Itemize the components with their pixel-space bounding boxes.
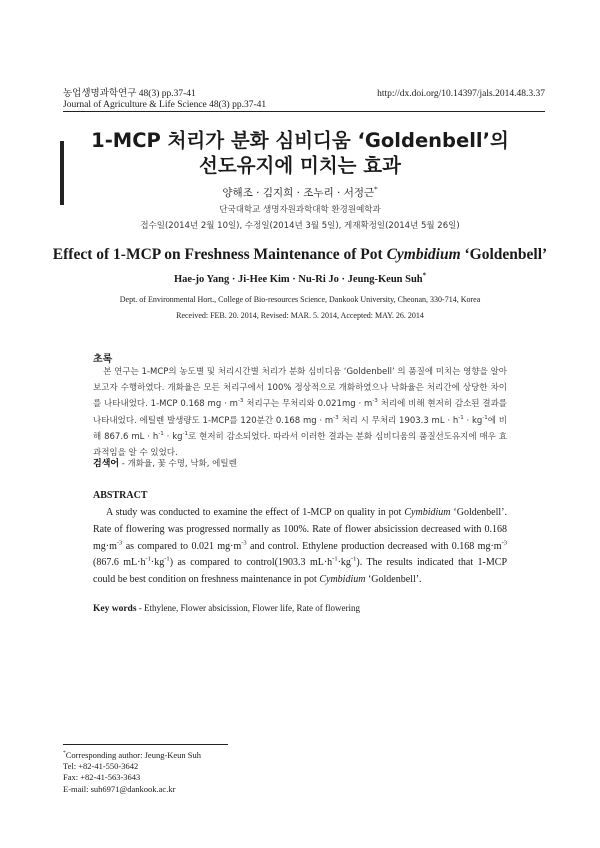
title-en bbox=[40, 245, 560, 265]
keywords-en bbox=[93, 603, 360, 614]
keywords-kr bbox=[93, 456, 237, 469]
keywords-en-text: - Ethylene, Flower absicission, Flower life, Rate of flowering bbox=[136, 603, 360, 613]
authors-en-names: Hae-jo Yang · Ji-Hee Kim · Nu-Ri Jo · Jeung-Keun Suh bbox=[173, 274, 423, 285]
abs-en-sup: -3 bbox=[116, 539, 123, 547]
abs-en-sup: -3 bbox=[501, 539, 507, 547]
title-en-part1: Effect of 1-MCP on Freshness Maintenance of Pot bbox=[52, 246, 383, 263]
authors-en bbox=[40, 274, 560, 285]
abs-en-text: as compared to 0.021 mg·m bbox=[122, 540, 242, 552]
journal-kr: 농업생명과학연구 48(3) pp.37-41 bbox=[63, 89, 196, 99]
abs-kr-sup: -1 bbox=[458, 414, 464, 421]
abs-en-sup: -1 bbox=[164, 556, 170, 564]
abs-en-text: ‘Goldenbell’. Rate of flowering was progressed normally as 100%. Rate of flower absicission decreased with 0.168 mg·m bbox=[93, 507, 508, 552]
footnote-email[interactable]: E-mail: suh6971@dankook.ac.kr bbox=[63, 783, 176, 794]
dates-kr: 접수일(2014년 2월 10일), 수정일(2014년 3월 5일), 게재확정일(2014년 5월 26일) bbox=[140, 221, 460, 231]
abs-kr-text: · kg bbox=[163, 431, 183, 442]
abs-en-italic: Cymbidium bbox=[404, 507, 451, 518]
abs-kr-text: 본 연구는 1-MCP의 농도별 및 처리시간별 처리가 분화 심비디움 ‘Goldenbell’ 의 품질에 미치는 영향을 알아보고자 수행하였다. 개화율은 모든 처리구에서 100% 정상적으로 개화하였으나 낙화율은 처리간에 상당한 차이를 나타내었다. 1-MCP 0.168 mg · m bbox=[93, 367, 507, 410]
title-kr-line2: 선도유지에 미치는 효과 bbox=[199, 154, 401, 177]
abstract-en-heading: ABSTRACT bbox=[93, 490, 148, 501]
dates-en: Received: FEB. 20. 2014, Revised: MAR. 5. 2014, Accepted: MAY. 26. 2014 bbox=[176, 311, 424, 320]
abs-en-sup: -1 bbox=[350, 556, 357, 564]
abs-en-text: ) as compared to control(1903.3 mL·h bbox=[169, 557, 333, 569]
title-en-part2: ‘Goldenbell’ bbox=[464, 246, 548, 263]
affiliation-en: Dept. of Environmental Hort., College of Bio-resources Science, Dankook University, Cheonan, 330-714, Korea bbox=[119, 295, 481, 304]
abs-kr-text: 에 비해 867.6 mL · h bbox=[93, 415, 507, 442]
abs-en-text: A study was conducted to examine the effect of 1-MCP on quality in pot bbox=[106, 507, 405, 518]
abs-kr-text: 로 현저히 감소되었다. 따라서 이러한 결과는 분화 심비디움의 품질선도유지에 매우 효과적임을 알 수 있었다. bbox=[93, 431, 507, 459]
footnote-mark: * bbox=[63, 750, 66, 757]
corresponding-mark-en: * bbox=[422, 272, 427, 280]
footnote-author-line bbox=[63, 750, 201, 761]
abs-kr-text: 처리구는 무처리와 0.021mg · m bbox=[243, 399, 373, 410]
abs-en-text: (867.6 mL·h bbox=[93, 557, 146, 569]
abs-en-italic: Cymbidium bbox=[319, 574, 366, 586]
abs-en-text: ). The results indicated that 1-MCP could be best condition on freshness maintenance in pot bbox=[93, 557, 508, 586]
abs-en-text: ‘Goldenbell’. bbox=[365, 574, 422, 586]
abs-kr-sup: -3 bbox=[237, 398, 244, 405]
abs-en-text: and control. Ethylene production decreased with 0.168 mg·m bbox=[246, 540, 502, 552]
footnote-tel: Tel: +82-41-550-3642 bbox=[63, 761, 139, 772]
footnote-author: Corresponding author: Jeung-Keun Suh bbox=[65, 750, 202, 760]
affiliation-kr: 단국대학교 생명자원과학대학 환경원예학과 bbox=[219, 205, 381, 215]
keywords-kr-text: - 개화율, 꽃 수명, 낙화, 에틸렌 bbox=[119, 459, 237, 469]
abs-kr-text: · kg bbox=[463, 415, 483, 426]
abs-en-text: ·kg bbox=[150, 557, 165, 569]
title-kr-line1: 1-MCP 처리가 분화 심비디움 ‘Goldenbell’의 bbox=[91, 129, 509, 152]
abstract-kr-heading: 초록 bbox=[93, 354, 113, 365]
abs-en-sup: -3 bbox=[241, 539, 247, 547]
abs-en-sup: -1 bbox=[332, 556, 338, 564]
corresponding-mark: * bbox=[374, 185, 378, 194]
abs-kr-sup: -1 bbox=[482, 414, 488, 421]
journal-en: Journal of Agriculture & Life Science 48(3) pp.37-41 bbox=[63, 100, 267, 110]
doi-link[interactable]: http://dx.doi.org/10.14397/jals.2014.48.3.37 bbox=[377, 89, 545, 99]
abs-en-sup: -1 bbox=[145, 556, 151, 564]
abstract-kr-body bbox=[93, 364, 507, 461]
abs-kr-sup: -3 bbox=[372, 398, 378, 405]
abs-kr-text: 처리에 비해 현저히 감소된 결과를 나타내었다. 에틸렌 발생량도 1-MCP를 120분간 0.168 mg · m bbox=[93, 399, 507, 426]
abs-kr-text: 처리 시 무처리 1903.3 mL · h bbox=[338, 415, 459, 426]
authors-kr bbox=[40, 185, 560, 200]
keywords-kr-label: 검색어 bbox=[93, 459, 120, 469]
header-rule bbox=[63, 111, 545, 112]
title-en-italic: Cymbidium bbox=[386, 246, 461, 263]
keywords-en-label: Key words bbox=[93, 604, 137, 614]
abs-kr-sup: -1 bbox=[158, 430, 164, 437]
abs-kr-sup: -1 bbox=[182, 430, 189, 437]
abs-kr-sup: -3 bbox=[333, 414, 339, 421]
abs-en-text: ·kg bbox=[337, 557, 351, 569]
authors-kr-names: 양해조 · 김지희 · 조누리 · 서정근 bbox=[222, 187, 375, 199]
footnote-fax: Fax: +82-41-563-3643 bbox=[63, 772, 141, 783]
footnote-rule bbox=[63, 744, 228, 745]
footnote bbox=[63, 750, 201, 795]
abstract-en-body bbox=[93, 505, 507, 589]
